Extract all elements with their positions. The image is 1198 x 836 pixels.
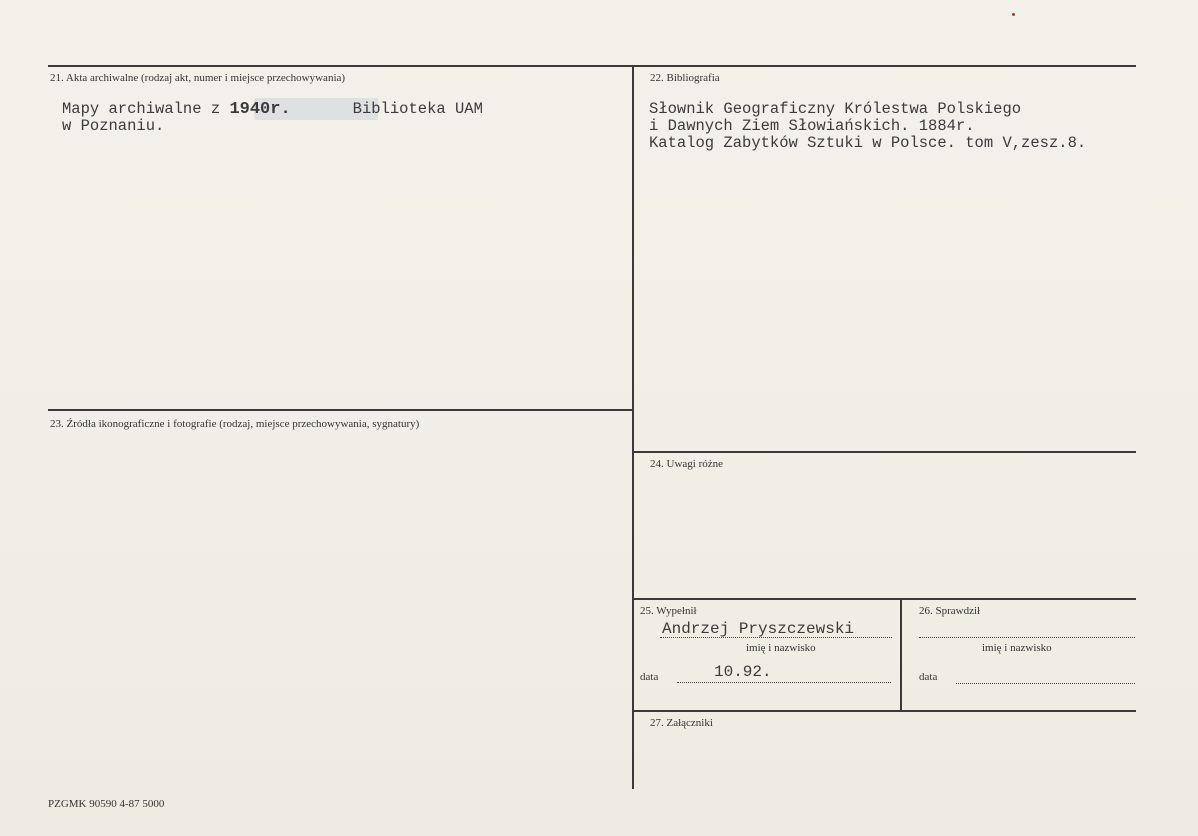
section21-year: 1940r.	[229, 100, 291, 119]
top-rule	[48, 65, 1136, 67]
rule-24-25	[634, 598, 1136, 600]
section21-label: 21. Akta archiwalne (rodzaj akt, numer i miejsce przechowywania)	[50, 72, 346, 84]
rule-21-23	[48, 409, 633, 411]
section25-date-line	[677, 682, 891, 683]
section23-label: 23. Źródła ikonograficzne i fotografie (rodzaj, miejsce przechowywania, sygnatury)	[50, 418, 420, 430]
section26-date-label: data	[919, 671, 938, 683]
section26-label: 26. Sprawdził	[919, 605, 981, 617]
section24-label: 24. Uwagi różne	[650, 458, 724, 470]
section25-name: Andrzej Pryszczewski	[662, 620, 855, 638]
section26-date-line	[956, 683, 1135, 684]
ink-dot	[1012, 13, 1015, 16]
section25-name-line	[660, 637, 892, 638]
section25-date: 10.92.	[714, 663, 772, 681]
section22-line1: Słownik Geograficzny Królestwa Polskiego	[649, 100, 1022, 118]
center-vertical-rule	[632, 66, 634, 789]
section22-label: 22. Bibliografia	[650, 72, 720, 84]
section25-label: 25. Wypełnił	[640, 605, 697, 617]
rule-22-24	[634, 451, 1136, 453]
rule-25-26-vertical	[900, 599, 902, 710]
section26-name-caption: imię i nazwisko	[982, 642, 1052, 654]
section21-line1-text: Mapy archiwalne z	[62, 100, 230, 118]
section25-name-caption: imię i nazwisko	[746, 642, 816, 654]
rule-25-27	[634, 710, 1136, 712]
section26-name-line	[919, 637, 1135, 638]
section25-date-label: data	[640, 671, 659, 683]
section21-line1	[62, 101, 483, 118]
section21-line2: w Poznaniu.	[62, 117, 165, 135]
section21-line1-tail: Biblioteka UAM	[352, 100, 483, 118]
section22-line3: Katalog Zabytków Sztuki w Polsce. tom V,zesz.8.	[649, 134, 1087, 152]
section27-label: 27. Załączniki	[650, 717, 713, 729]
section22-line2: i Dawnych Ziem Słowiańskich. 1884r.	[649, 117, 975, 135]
print-code: PZGMK 90590 4-87 5000	[48, 798, 165, 810]
